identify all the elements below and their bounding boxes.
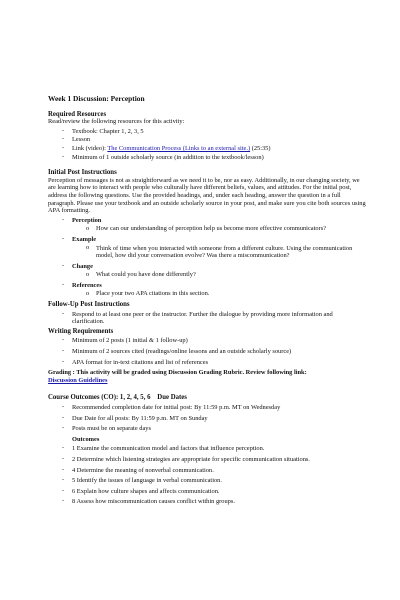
course-outcomes-section [48, 394, 366, 506]
list-item: - Due Date for all posts: By 11:59 p.m. MT on Sunday [62, 415, 366, 423]
grading-text: Grading : This activity will be graded using Discussion Grading Rubric. Review following link: [48, 369, 307, 377]
topic-label: Example [72, 235, 97, 243]
outcome-item: - 1 Examine the communication model and factors that influence perception. [62, 445, 366, 453]
initial-post-section [48, 169, 366, 298]
writing-requirements-section [48, 328, 366, 366]
communication-process-link[interactable]: The Communication Process (Links to an external site.) [107, 144, 251, 152]
list-item: - Minimum of 2 posts (1 initial & 1 follow-up) [62, 337, 366, 345]
outcome-item: - 6 Explain how culture shapes and affects communication. [62, 488, 366, 496]
discussion-guidelines-link[interactable]: Discussion Guidelines [48, 376, 108, 384]
required-resources-section [48, 111, 366, 162]
outcomes-list [48, 445, 366, 506]
outcomes-heading: Outcomes [72, 435, 100, 443]
list-item: - Respond to at least one peer or the instructor. Further the dialogue by providing more information and clarification. [62, 311, 366, 326]
list-item: - Textbook: Chapter 1, 2, 3, 5 [62, 128, 366, 136]
list-item: - Recommended completion date for initial post: By 11:59 p.m. MT on Wednesday [62, 404, 366, 412]
followup-heading: Follow-Up Post Instructions [48, 301, 130, 309]
topic-question: o Think of time when you interacted with someone from a different culture. Using the communication model, how did your conversation evolve? Was there a miscommunication? [86, 245, 366, 260]
grading-section [48, 369, 366, 384]
outcome-item: - 4 Determine the meaning of nonverbal communication. [62, 467, 366, 475]
due-dates-list [48, 404, 366, 433]
topic-question: o How can our understanding of perception help us become more effective communicators? [86, 225, 366, 233]
topic-example [62, 236, 366, 260]
list-item [62, 145, 366, 153]
initial-post-heading: Initial Post Instructions [48, 169, 117, 177]
course-outcomes-heading: Course Outcomes (CO): 1, 2, 4, 5, 6 Due Dates [48, 394, 187, 402]
topic-references [62, 282, 366, 298]
link-prefix: Link (video): [72, 144, 108, 152]
page-title: Week 1 Discussion: Perception [48, 94, 145, 103]
topic-question: o Place your two APA citations in this section. [86, 290, 366, 298]
topic-label: References [72, 281, 102, 289]
initial-post-paragraph: Perception of messages is not as straightforward as we need it to be, nor as easy. Additionally, in our changing society, we are learning how to interact with people who culturally have different beliefs, values, and attitudes. For the initial post, address the following questions. Use the provided headings, and, under each heading, answer the question in a full paragraph. Please use your textbook and an outside scholarly source in your post, and make sure you cite both sources using APA formatting. [48, 176, 366, 215]
list-item: - Minimum of 1 outside scholarly source (in addition to the textbook/lesson) [62, 154, 366, 162]
link-suffix: (25:35) [250, 144, 271, 152]
initial-post-topics [48, 217, 366, 298]
document-content [48, 95, 366, 509]
followup-list [48, 311, 366, 326]
required-resources-heading: Required Resources [48, 110, 107, 118]
topic-change [62, 263, 366, 279]
list-item: - APA format for in-text citations and list of references [62, 359, 366, 367]
writing-requirements-heading: Writing Requirements [48, 327, 114, 335]
list-item: - Minimum of 2 sources cited (readings/online lessons and an outside scholarly source) [62, 348, 366, 356]
required-resources-list [48, 128, 366, 161]
followup-section [48, 301, 366, 326]
outcome-item: - 8 Assess how miscommunication causes conflict within groups. [62, 498, 366, 506]
topic-question: o What could you have done differently? [86, 271, 366, 279]
writing-requirements-list [48, 337, 366, 366]
topic-perception [62, 217, 366, 233]
outcome-item: - 2 Determine which listening strategies are appropriate for specific communication situations. [62, 456, 366, 464]
outcome-item: - 5 Identify the issues of language in verbal communication. [62, 477, 366, 485]
topic-label: Change [72, 262, 93, 270]
list-item: - Lesson [62, 136, 366, 144]
required-resources-intro: Read/review the following resources for this activity: [48, 118, 185, 126]
list-item: - Posts must be on separate days [62, 425, 366, 433]
topic-label: Perception [72, 216, 102, 224]
